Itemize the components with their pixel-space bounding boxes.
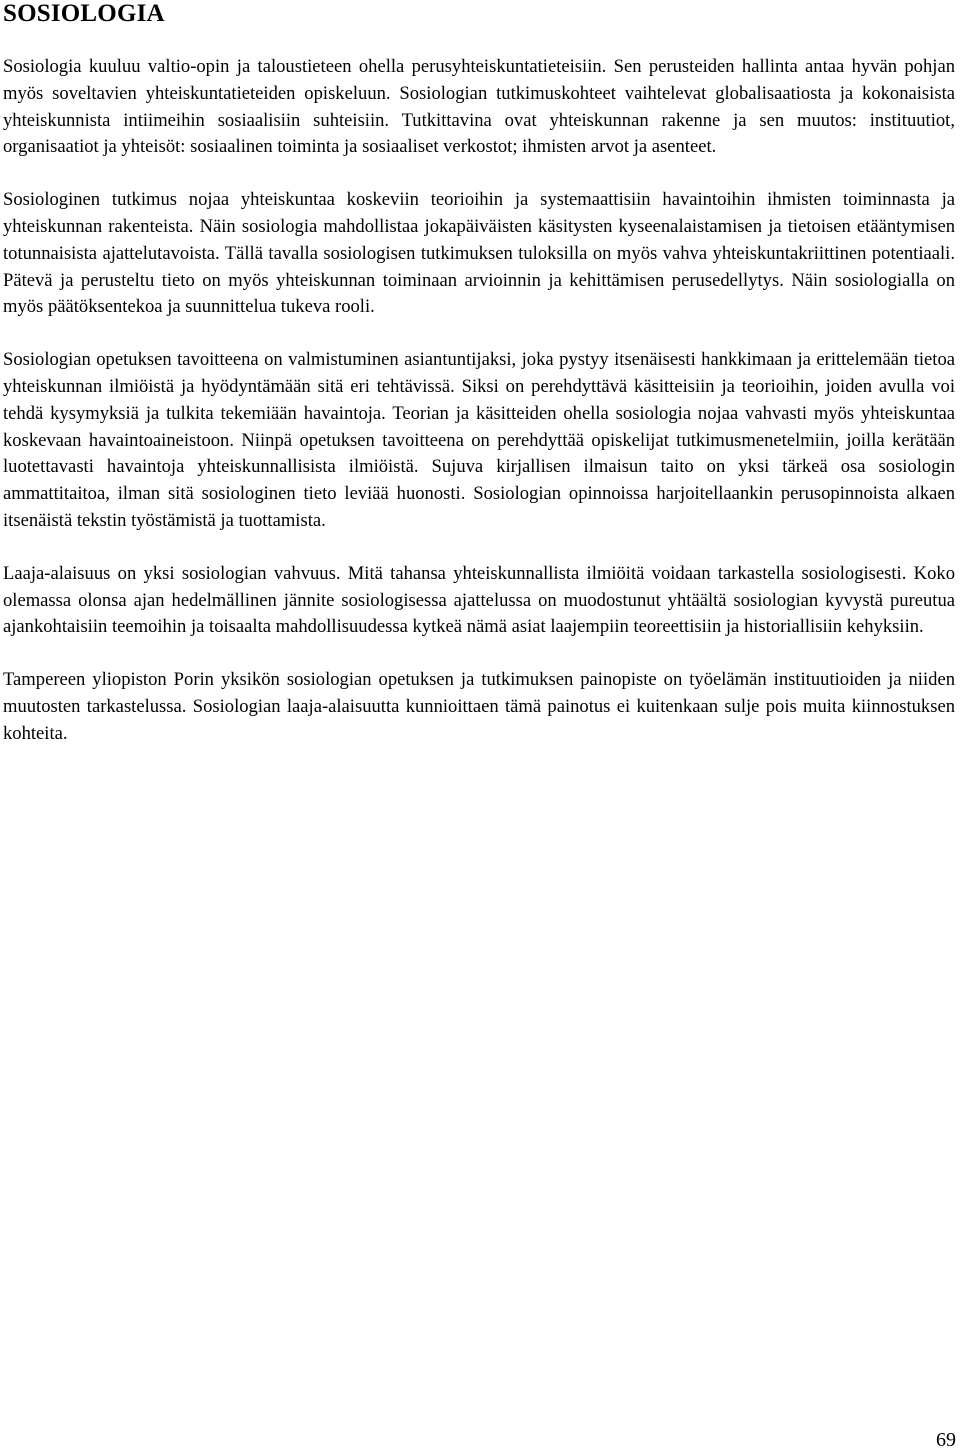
page-title: SOSIOLOGIA — [3, 0, 165, 27]
paragraph-breadth: Laaja-alaisuus on yksi sosiologian vahvuus. Mitä tahansa yhteiskunnallista ilmiöitä voidaan tarkastella sosiologisesti. Koko olemassa olonsa ajan hedelmällinen jännite sosiologisessa ajattelussa on muodostunut yhtäältä sosiologian kyvystä pureutua ajankohtaisiin teemoihin ja toisaalta mahdollisuudessa kytkeä nämä asiat laajempiin teoreettisiin ja historiallisiin kehyksiin. — [3, 562, 955, 638]
paragraph-intro: Sosiologia kuuluu valtio-opin ja taloustieteen ohella perusyhteiskuntatieteisiin. Sen perusteiden hallinta antaa hyvän pohjan myös soveltavien yhteiskuntatieteiden opiskeluun. Sosiologian tutkimuskohteet vaihtelevat globalisaatiosta ja kokonaisista yhteiskunnista intiimeihin sosiaalisiin suhteisiin. Tutkittavina ovat yhteiskunnan rakenne ja sen muutos: instituutiot, organisaatiot ja yhteisöt: sosiaalinen toiminta ja sosiaaliset verkostot; ihmisten arvot ja asenteet. — [3, 56, 955, 158]
page-number: 69 — [936, 1429, 956, 1451]
paragraph-pori-unit: Tampereen yliopiston Porin yksikön sosiologian opetuksen ja tutkimuksen painopiste on työelämän instituutioiden ja niiden muutosten tarkastelussa. Sosiologian laaja-alaisuutta kunnioittaen tämä painotus ei kuitenkaan sulje pois muita kiinnostuksen kohteita. — [3, 669, 955, 744]
paragraph-research: Sosiologinen tutkimus nojaa yhteiskuntaa koskeviin teorioihin ja systemaattisiin havaintoihin ihmisten toiminnasta ja yhteiskunnan rakenteista. Näin sosiologia mahdollistaa jokapäiväisten käsitysten kyseenalaistamisen ja tietoisen etääntymisen totunnaisista ajattelutavoista. Tällä tavalla sosiologisen tutkimuksen tuloksilla on myös vahva yhteiskuntakriittinen potentiaali. Pätevä ja perusteltu tieto on myös yhteiskunnan toiminaan arvioinnin ja kehittämisen perusedellytys. Näin sosiologialla on myös päätöksentekoa ja suunnittelua tukeva rooli. — [3, 189, 955, 318]
document-page — [3, 0, 955, 748]
paragraph-teaching-goals: Sosiologian opetuksen tavoitteena on valmistuminen asiantuntijaksi, joka pystyy itsenäisesti hankkimaan ja erittelemään tietoa yhteiskunnan ilmiöistä ja hyödyntämään sitä eri tehtävissä. Siksi on perehdyttävä käsitteisiin ja teorioihin, joiden avulla voi tehdä kysymyksiä ja tulkita tekemiään havaintoja. Teorian ja käsitteiden ohella sosiologia nojaa vahvasti myös yhteiskuntaa koskevaan havaintoaineistoon. Niinpä opetuksen tavoitteena on perehdyttää opiskelijat tutkimusmenetelmiin, joilla kerätään luotettavasti havaintoja yhteiskunnallisista ilmiöistä. Sujuva kirjallisen ilmaisun taito on yksi tärkeä osa sosiologin ammattitaitoa, ilman sitä sosiologinen tieto leviää huonosti. Sosiologian opinnoissa harjoitellaankin perusopinnoista alkaen itsenäistä tekstin työstämistä ja tuottamista. — [3, 349, 955, 531]
